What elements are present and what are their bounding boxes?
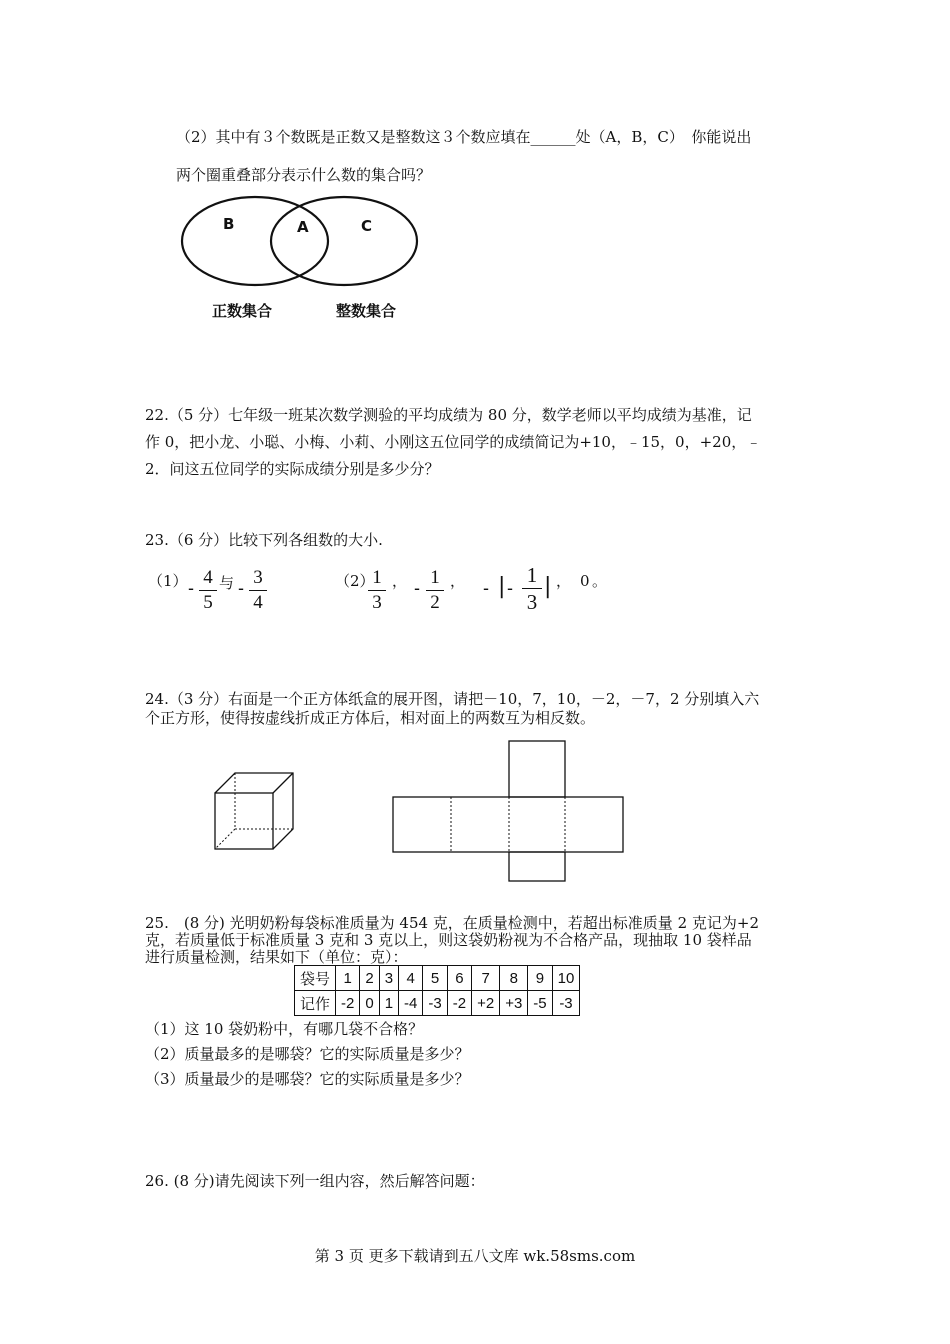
positive-set-label: 正数集合 xyxy=(212,302,273,320)
table-cell: 3 xyxy=(379,966,398,991)
abs-close-bar: | xyxy=(544,574,552,599)
fraction-one-third xyxy=(368,568,386,613)
q23-comma-1: ， xyxy=(392,572,408,590)
q22-line1: 22.（5 分）七年级一班某次数学测验的平均成绩为 80 分，数学老师以平均成绩为基准，记 xyxy=(145,406,752,424)
integer-set-circle xyxy=(271,197,417,285)
q24-line1: 24.（3 分）右面是一个正方体纸盒的展开图，请把－10，7，10，－2，－7，2 分别填入六 xyxy=(145,690,760,708)
abs-open-bar: | xyxy=(498,574,506,599)
table-cell: 4 xyxy=(399,966,423,991)
net-face-bottom xyxy=(509,852,565,881)
fraction-denominator: 5 xyxy=(203,592,213,613)
fraction-one-half xyxy=(426,568,444,613)
table-cell: +2 xyxy=(472,991,500,1016)
fraction-four-fifths xyxy=(199,568,217,613)
table-header-cell: 袋号 xyxy=(295,966,336,991)
q25-line3: 进行质量检测，结果如下（单位：克）： xyxy=(145,948,408,966)
fraction-three-quarters xyxy=(249,568,267,613)
q24-line2: 个正方形，使得按虚线折成正方体后，相对面上的两数互为相反数。 xyxy=(145,709,596,727)
table-cell: 10 xyxy=(552,966,580,991)
q23-minus-5: - xyxy=(507,578,513,598)
fraction-denominator: 4 xyxy=(253,592,263,613)
table-cell: 1 xyxy=(336,966,360,991)
venn-diagram xyxy=(180,195,430,295)
q21-part2-line1: （2）其中有３个数既是正数又是整数这３个数应填在______处（A，B，C） 你能说出 xyxy=(176,128,752,146)
q22-line3: 2．问这五位同学的实际成绩分别是多少分？ xyxy=(145,460,440,478)
table-header-cell: 记作 xyxy=(295,991,336,1016)
q23-minus-3: - xyxy=(414,578,420,598)
table-cell: -2 xyxy=(447,991,471,1016)
q25-line1: 25. (8 分) 光明奶粉每袋标准质量为 454 克，在质量检测中，若超出标准质量 2 克记为+2 xyxy=(145,914,759,932)
q21-part2-line2: 两个圈重叠部分表示什么数的集合吗？ xyxy=(176,166,432,184)
page-footer: 第 3 页 更多下载请到五八文库 wk.58sms.com xyxy=(314,1247,636,1265)
q23-title: 23.（6 分）比较下列各组数的大小. xyxy=(145,531,383,549)
q23-part1-label: （1） xyxy=(148,572,188,590)
fraction-one-third-abs xyxy=(522,564,542,613)
table-cell: 0 xyxy=(360,991,379,1016)
net-face-top xyxy=(509,741,565,797)
q25-sub1: （1）这 10 袋奶粉中，有哪几袋不合格？ xyxy=(145,1020,424,1038)
table-cell: -5 xyxy=(528,991,552,1016)
integer-set-label: 整数集合 xyxy=(336,302,397,320)
q23-zero: 0 xyxy=(580,572,590,590)
fraction-denominator: 3 xyxy=(372,592,382,613)
q23-part2-label: （2） xyxy=(335,572,375,590)
q23-minus-1: - xyxy=(188,578,194,598)
cube-drawing xyxy=(210,770,300,855)
q23-comma-2: ， xyxy=(450,572,466,590)
fraction-denominator: 3 xyxy=(526,590,538,614)
fraction-numerator: 3 xyxy=(253,567,263,588)
q25-line2: 克，若质量低于标准质量 3 克和 3 克以上，则这袋奶粉视为不合格产品，现抽取 10 袋样品 xyxy=(145,931,752,949)
positive-set-circle xyxy=(182,197,328,285)
q26-line1: 26. (8 分)请先阅读下列一组内容，然后解答问题： xyxy=(145,1172,485,1190)
venn-label-a: A xyxy=(297,218,309,236)
table-cell: 9 xyxy=(528,966,552,991)
q25-sub2: （2）质量最多的是哪袋？它的实际质量是多少？ xyxy=(145,1045,470,1063)
fraction-denominator: 2 xyxy=(430,592,440,613)
table-cell: 6 xyxy=(447,966,471,991)
q22-line2: 作 0，把小龙、小聪、小梅、小莉、小刚这五位同学的成绩简记为+10，﹣15，0，+20，﹣ xyxy=(145,433,762,451)
q23-minus-4: - xyxy=(483,578,489,598)
table-cell: 5 xyxy=(423,966,447,991)
net-middle-row xyxy=(393,797,623,852)
table-cell: 1 xyxy=(379,991,398,1016)
q23-end: 。 xyxy=(592,572,608,590)
fraction-numerator: 1 xyxy=(372,567,382,588)
fraction-numerator: 4 xyxy=(203,567,213,588)
table-cell: -3 xyxy=(552,991,580,1016)
q25-sub3: （3）质量最少的是哪袋？它的实际质量是多少？ xyxy=(145,1070,470,1088)
table-row xyxy=(295,991,580,1016)
q23-minus-2: - xyxy=(238,578,244,598)
venn-label-c: C xyxy=(361,217,373,235)
q23-comma-3: ， xyxy=(556,572,572,590)
table-cell: 8 xyxy=(500,966,528,991)
table-cell: 7 xyxy=(472,966,500,991)
q23-connector: 与 xyxy=(219,574,235,592)
table-cell: 2 xyxy=(360,966,379,991)
table-cell: +3 xyxy=(500,991,528,1016)
fraction-numerator: 1 xyxy=(526,563,538,587)
table-cell: -3 xyxy=(423,991,447,1016)
table-cell: -2 xyxy=(336,991,360,1016)
table-cell: -4 xyxy=(399,991,423,1016)
fraction-numerator: 1 xyxy=(430,567,440,588)
cube-net xyxy=(390,738,630,884)
venn-label-b: B xyxy=(223,215,235,233)
q25-table xyxy=(294,965,580,1016)
table-row xyxy=(295,966,580,991)
